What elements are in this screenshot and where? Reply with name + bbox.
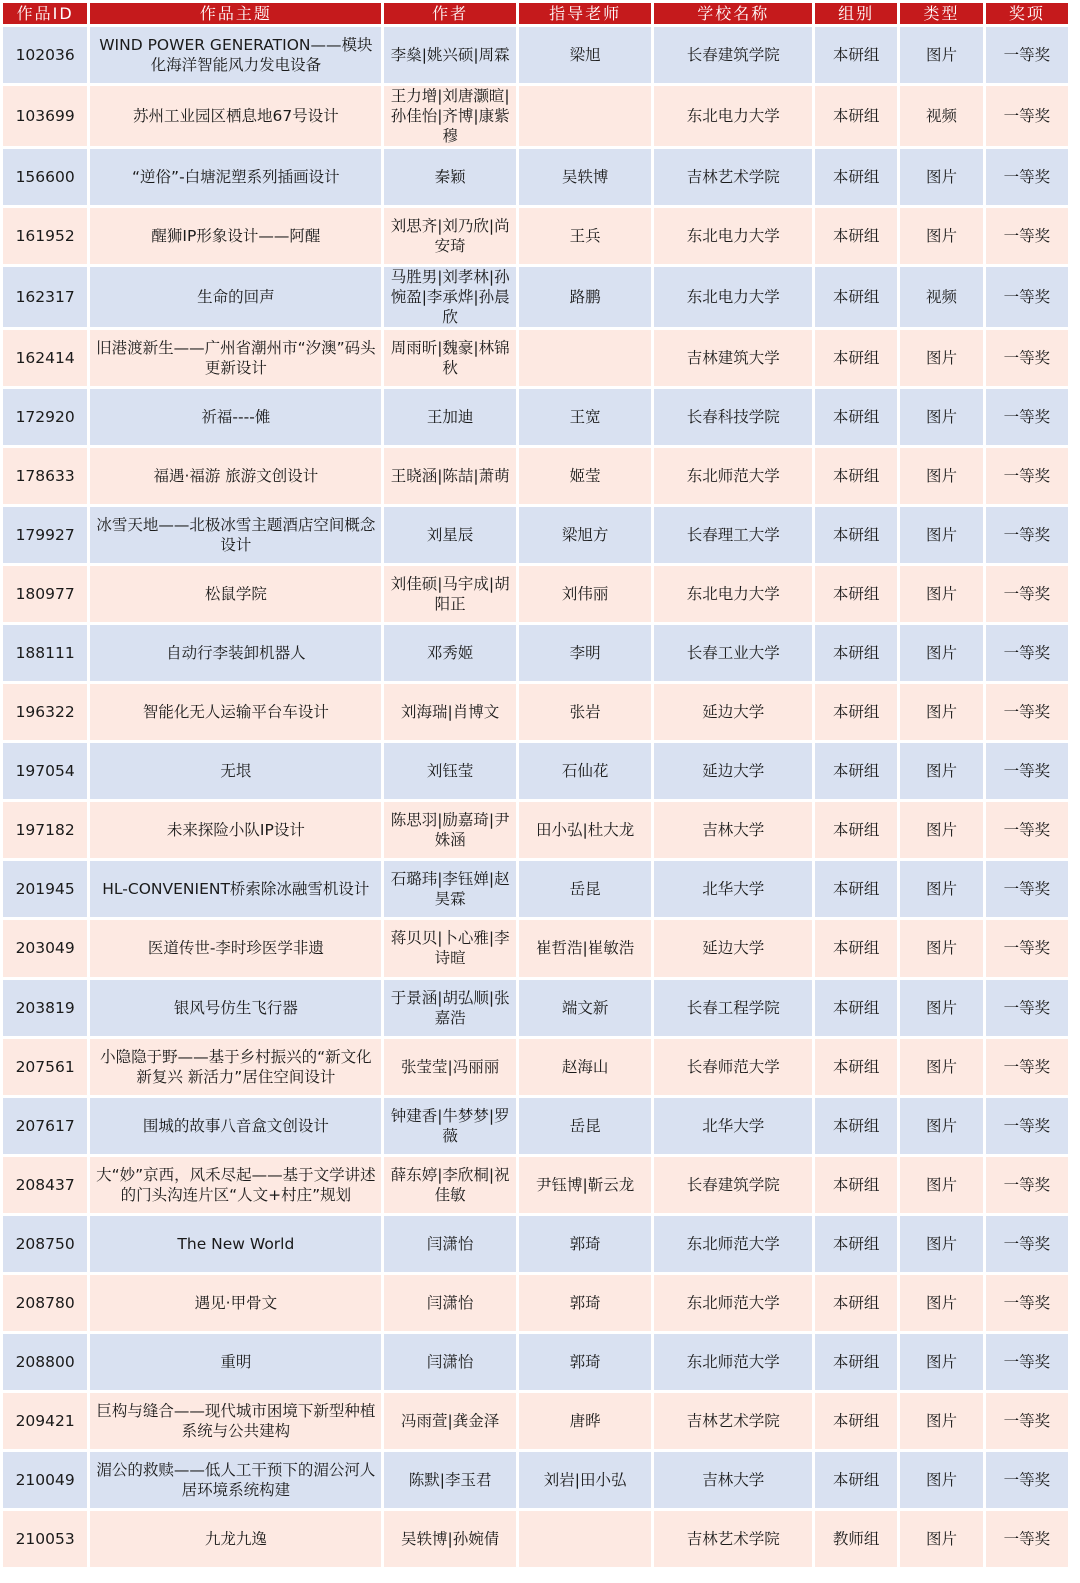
advisor: 唐晔 [519,1393,652,1449]
award: 一等奖 [986,27,1068,83]
authors: 刘钰莹 [384,743,516,799]
table-row [3,980,1068,1036]
advisor: 李明 [519,625,652,681]
table-row [3,86,1068,146]
award: 一等奖 [986,684,1068,740]
school-name: 吉林大学 [654,1452,812,1508]
school-name: 东北师范大学 [654,1216,812,1272]
table-row [3,27,1068,83]
table-row [3,625,1068,681]
header-group: 组别 [815,3,897,24]
work-type: 图片 [900,684,982,740]
award: 一等奖 [986,1157,1068,1213]
award: 一等奖 [986,330,1068,386]
authors: 闫潇怡 [384,1216,516,1272]
award: 一等奖 [986,389,1068,445]
work-id: 162317 [3,267,87,327]
authors: 刘海瑞|肖博文 [384,684,516,740]
school-name: 延边大学 [654,920,812,976]
advisor: 王宽 [519,389,652,445]
school-name: 长春建筑学院 [654,27,812,83]
work-id: 210049 [3,1452,87,1508]
table-row [3,1098,1068,1154]
award: 一等奖 [986,861,1068,917]
work-title: 自动行李装卸机器人 [90,625,381,681]
group: 本研组 [815,149,897,205]
work-id: 179927 [3,507,87,563]
group: 本研组 [815,625,897,681]
group: 本研组 [815,208,897,264]
award: 一等奖 [986,1216,1068,1272]
school-name: 吉林建筑大学 [654,330,812,386]
authors: 闫潇怡 [384,1334,516,1390]
award: 一等奖 [986,149,1068,205]
advisor: 郭琦 [519,1216,652,1272]
advisor: 吴轶博 [519,149,652,205]
award: 一等奖 [986,1334,1068,1390]
authors: 蒋贝贝|卜心雅|李诗暄 [384,920,516,976]
work-id: 162414 [3,330,87,386]
table-row [3,1039,1068,1095]
work-type: 图片 [900,802,982,858]
work-type: 图片 [900,861,982,917]
advisor: 梁旭方 [519,507,652,563]
school-name: 东北电力大学 [654,566,812,622]
group: 本研组 [815,448,897,504]
advisor: 张岩 [519,684,652,740]
work-id: 178633 [3,448,87,504]
work-id: 196322 [3,684,87,740]
group: 本研组 [815,1039,897,1095]
work-title: 银风号仿生飞行器 [90,980,381,1036]
work-title: The New World [90,1216,381,1272]
work-id: 156600 [3,149,87,205]
advisor [519,86,652,146]
school-name: 长春师范大学 [654,1039,812,1095]
work-title: 围城的故事八音盒文创设计 [90,1098,381,1154]
school-name: 吉林艺术学院 [654,149,812,205]
header-type: 类型 [900,3,982,24]
authors: 刘星辰 [384,507,516,563]
table-row [3,330,1068,386]
table-row [3,1511,1068,1567]
school-name: 东北师范大学 [654,1275,812,1331]
award: 一等奖 [986,1452,1068,1508]
school-name: 延边大学 [654,743,812,799]
advisor: 王兵 [519,208,652,264]
authors: 陈思羽|励嘉琦|尹姝涵 [384,802,516,858]
header-advisor: 指导老师 [519,3,652,24]
award: 一等奖 [986,1039,1068,1095]
group: 本研组 [815,1098,897,1154]
table-row [3,267,1068,327]
advisor: 梁旭 [519,27,652,83]
school-name: 东北电力大学 [654,208,812,264]
work-id: 203819 [3,980,87,1036]
work-type: 图片 [900,1275,982,1331]
school-name: 北华大学 [654,861,812,917]
work-type: 图片 [900,743,982,799]
work-id: 197182 [3,802,87,858]
work-title: 福遇·福游 旅游文创设计 [90,448,381,504]
table-row [3,1157,1068,1213]
school-name: 长春工程学院 [654,980,812,1036]
group: 本研组 [815,743,897,799]
award: 一等奖 [986,1275,1068,1331]
work-id: 201945 [3,861,87,917]
table-row [3,743,1068,799]
work-title: 遇见·甲骨文 [90,1275,381,1331]
table-row [3,208,1068,264]
table-row [3,507,1068,563]
group: 本研组 [815,566,897,622]
work-title: 无垠 [90,743,381,799]
award: 一等奖 [986,566,1068,622]
group: 本研组 [815,267,897,327]
advisor: 赵海山 [519,1039,652,1095]
work-type: 图片 [900,507,982,563]
advisor [519,330,652,386]
work-type: 图片 [900,27,982,83]
group: 本研组 [815,1452,897,1508]
work-id: 208780 [3,1275,87,1331]
authors: 邓秀姬 [384,625,516,681]
work-id: 203049 [3,920,87,976]
group: 本研组 [815,330,897,386]
work-type: 图片 [900,1452,982,1508]
work-id: 209421 [3,1393,87,1449]
award: 一等奖 [986,1393,1068,1449]
advisor: 崔哲浩|崔敏浩 [519,920,652,976]
work-title: 醒狮IP形象设计——阿醒 [90,208,381,264]
advisor: 尹钰博|靳云龙 [519,1157,652,1213]
table-row [3,920,1068,976]
header-row [3,3,1068,24]
header-title: 作品主题 [90,3,381,24]
school-name: 延边大学 [654,684,812,740]
group: 本研组 [815,861,897,917]
authors: 闫潇怡 [384,1275,516,1331]
work-title: 未来探险小队IP设计 [90,802,381,858]
work-title: “逆俗”-白塘泥塑系列插画设计 [90,149,381,205]
work-id: 102036 [3,27,87,83]
header-author: 作者 [384,3,516,24]
table-row [3,861,1068,917]
work-type: 图片 [900,448,982,504]
group: 本研组 [815,1275,897,1331]
table-row [3,802,1068,858]
advisor: 路鹏 [519,267,652,327]
work-title: 大“妙”京西，风禾尽起——基于文学讲述的门头沟连片区“人文+村庄”规划 [90,1157,381,1213]
advisor: 刘伟丽 [519,566,652,622]
work-title: 生命的回声 [90,267,381,327]
header-id: 作品ID [3,3,87,24]
work-type: 图片 [900,1393,982,1449]
award: 一等奖 [986,1098,1068,1154]
work-title: 重明 [90,1334,381,1390]
authors: 王加迪 [384,389,516,445]
authors: 陈默|李玉君 [384,1452,516,1508]
authors: 李燊|姚兴硕|周霖 [384,27,516,83]
authors: 周雨昕|魏豪|林锦秋 [384,330,516,386]
work-type: 图片 [900,149,982,205]
award: 一等奖 [986,743,1068,799]
work-title: 智能化无人运输平台车设计 [90,684,381,740]
award: 一等奖 [986,267,1068,327]
school-name: 东北电力大学 [654,86,812,146]
advisor: 郭琦 [519,1275,652,1331]
table-row [3,1452,1068,1508]
work-id: 172920 [3,389,87,445]
work-title: 松鼠学院 [90,566,381,622]
work-id: 210053 [3,1511,87,1567]
group: 本研组 [815,1334,897,1390]
work-title: 旧港渡新生——广州省潮州市“汐澳”码头更新设计 [90,330,381,386]
table-row [3,566,1068,622]
work-type: 图片 [900,330,982,386]
award: 一等奖 [986,507,1068,563]
table-row [3,684,1068,740]
table-row [3,1216,1068,1272]
table-body [3,27,1068,1567]
work-title: 苏州工业园区栖息地67号设计 [90,86,381,146]
group: 本研组 [815,1157,897,1213]
group: 本研组 [815,1393,897,1449]
work-type: 图片 [900,566,982,622]
advisor: 郭琦 [519,1334,652,1390]
award: 一等奖 [986,625,1068,681]
work-type: 图片 [900,920,982,976]
group: 教师组 [815,1511,897,1567]
authors: 刘思齐|刘乃欣|尚安琦 [384,208,516,264]
work-title: 小隐隐于野——基于乡村振兴的“新文化 新复兴 新活力”居住空间设计 [90,1039,381,1095]
header-school: 学校名称 [654,3,812,24]
work-type: 图片 [900,1098,982,1154]
work-title: 医道传世-李时珍医学非遗 [90,920,381,976]
work-id: 197054 [3,743,87,799]
authors: 薛东婷|李欣桐|祝佳敏 [384,1157,516,1213]
table-row [3,1334,1068,1390]
school-name: 东北电力大学 [654,267,812,327]
work-type: 图片 [900,1157,982,1213]
group: 本研组 [815,507,897,563]
work-type: 图片 [900,389,982,445]
table-row [3,149,1068,205]
group: 本研组 [815,1216,897,1272]
work-title: 祈福----傩 [90,389,381,445]
work-id: 207561 [3,1039,87,1095]
school-name: 长春建筑学院 [654,1157,812,1213]
school-name: 吉林大学 [654,802,812,858]
work-title: WIND POWER GENERATION——模块化海洋智能风力发电设备 [90,27,381,83]
school-name: 长春工业大学 [654,625,812,681]
work-type: 图片 [900,1039,982,1095]
award: 一等奖 [986,86,1068,146]
advisor: 姬莹 [519,448,652,504]
work-id: 180977 [3,566,87,622]
work-id: 208800 [3,1334,87,1390]
advisor: 田小弘|杜大龙 [519,802,652,858]
authors: 于景涵|胡弘顺|张嘉浩 [384,980,516,1036]
authors: 马胜男|刘孝林|孙惋盈|李承烨|孙晨欣 [384,267,516,327]
work-type: 图片 [900,1216,982,1272]
group: 本研组 [815,86,897,146]
work-type: 图片 [900,625,982,681]
work-id: 161952 [3,208,87,264]
school-name: 北华大学 [654,1098,812,1154]
table-header [3,3,1068,24]
work-type: 图片 [900,208,982,264]
award: 一等奖 [986,448,1068,504]
school-name: 吉林艺术学院 [654,1511,812,1567]
work-id: 207617 [3,1098,87,1154]
authors: 秦颖 [384,149,516,205]
authors: 石璐玮|李钰婵|赵昊霖 [384,861,516,917]
work-type: 视频 [900,86,982,146]
award: 一等奖 [986,1511,1068,1567]
header-award: 奖项 [986,3,1068,24]
group: 本研组 [815,684,897,740]
work-type: 图片 [900,1511,982,1567]
award: 一等奖 [986,802,1068,858]
authors: 刘佳硕|马宇成|胡阳正 [384,566,516,622]
work-id: 208437 [3,1157,87,1213]
work-title: 巨构与缝合——现代城市困境下新型种植系统与公共建构 [90,1393,381,1449]
work-title: 湄公的救赎——低人工干预下的湄公河人居环境系统构建 [90,1452,381,1508]
advisor: 岳昆 [519,861,652,917]
authors: 冯雨萱|龚金泽 [384,1393,516,1449]
authors: 王晓涵|陈喆|萧萌 [384,448,516,504]
table-row [3,1275,1068,1331]
work-title: 九龙九逸 [90,1511,381,1567]
group: 本研组 [815,27,897,83]
award: 一等奖 [986,208,1068,264]
advisor: 岳昆 [519,1098,652,1154]
work-title: HL-CONVENIENT桥索除冰融雪机设计 [90,861,381,917]
award: 一等奖 [986,980,1068,1036]
work-id: 103699 [3,86,87,146]
award: 一等奖 [986,920,1068,976]
group: 本研组 [815,802,897,858]
table-row [3,448,1068,504]
authors: 钟建香|牛梦梦|罗薇 [384,1098,516,1154]
table-row [3,1393,1068,1449]
table-row [3,389,1068,445]
work-type: 视频 [900,267,982,327]
advisor: 石仙花 [519,743,652,799]
group: 本研组 [815,389,897,445]
work-type: 图片 [900,1334,982,1390]
school-name: 长春科技学院 [654,389,812,445]
school-name: 长春理工大学 [654,507,812,563]
authors: 吴轶博|孙婉倩 [384,1511,516,1567]
group: 本研组 [815,980,897,1036]
group: 本研组 [815,920,897,976]
advisor: 端文新 [519,980,652,1036]
school-name: 东北师范大学 [654,1334,812,1390]
authors: 王力增|刘唐灏暄|孙佳怡|齐博|康紫穆 [384,86,516,146]
school-name: 东北师范大学 [654,448,812,504]
school-name: 吉林艺术学院 [654,1393,812,1449]
advisor: 刘岩|田小弘 [519,1452,652,1508]
work-id: 188111 [3,625,87,681]
work-type: 图片 [900,980,982,1036]
work-title: 冰雪天地——北极冰雪主题酒店空间概念设计 [90,507,381,563]
authors: 张莹莹|冯丽丽 [384,1039,516,1095]
work-id: 208750 [3,1216,87,1272]
advisor [519,1511,652,1567]
